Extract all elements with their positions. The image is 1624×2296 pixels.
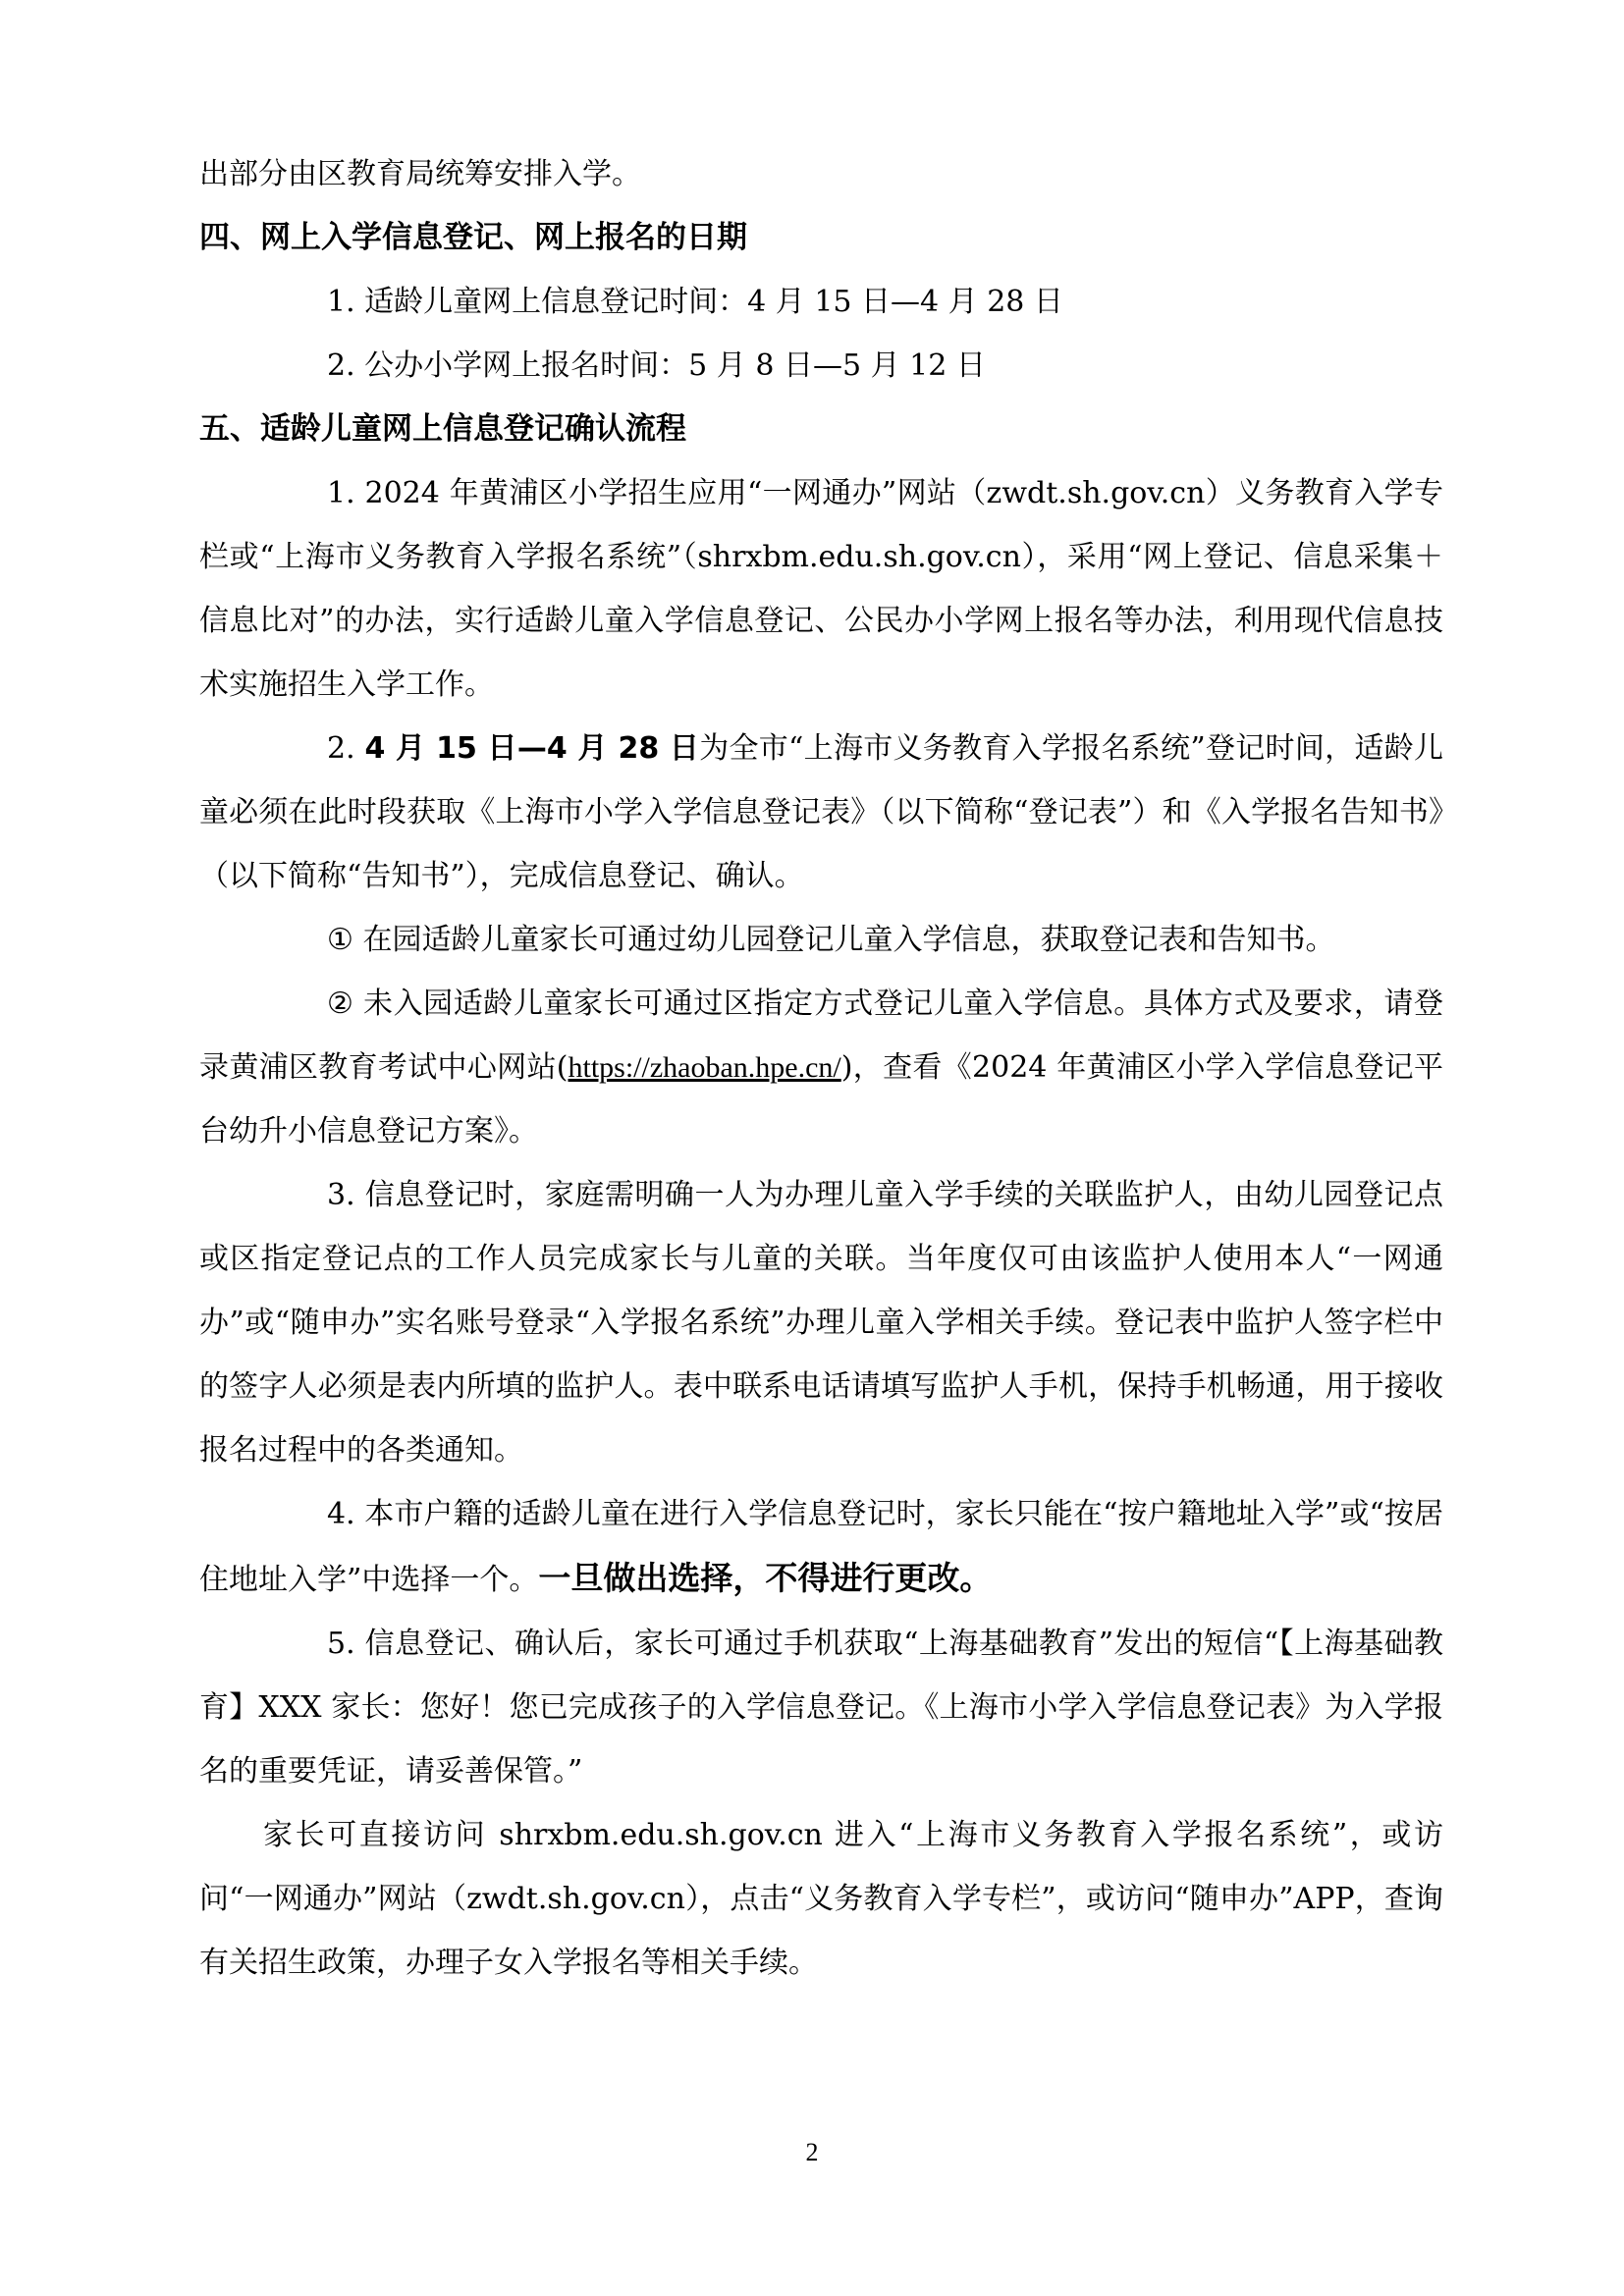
sub-item-marker: ② (327, 987, 353, 1021)
section-4-heading-text: 四、网上入学信息登记、网上报名的日期 (199, 220, 747, 255)
item-number: 1. (327, 476, 355, 510)
item-number: 3. (327, 1178, 355, 1212)
sub-item-text: 在园适龄儿童家长可通过幼儿园登记儿童入学信息，获取登记表和告知书。 (362, 923, 1335, 957)
item-text: 公办小学网上报名时间：5 月 8 日—5 月 12 日 (364, 348, 986, 383)
closing-paragraph (199, 1803, 1443, 1995)
registration-dates-bold: 4 月 15 日—4 月 28 日 (364, 731, 700, 766)
section-4-item-2 (199, 334, 1443, 398)
item-text: 信息登记时，家庭需明确一人为办理儿童入学手续的关联监护人，由幼儿园登记点或区指定登记点的工作人员完成家长与儿童的关联。当年度仅可由该监护人使用本人“一网通办”或“随申办”实名账号登录“入学报名系统”办理儿童入学相关手续。登记表中监护人签字栏中的签字人必须是表内所填的监护人。表中联系电话请填写监护人手机，保持手机畅通，用于接收报名过程中的各类通知。 (199, 1178, 1443, 1468)
item-text: 为全市“上海市义务教育入学报名系统”登记时间，适龄儿童必须在此时段获取《上海市小学入学信息登记表》（以下简称“登记表”）和《入学报名告知书》（以下简称“告知书”），完成信息登记、确认。 (199, 731, 1443, 893)
section-5-item-2 (199, 717, 1443, 908)
section-5-heading-text: 五、适龄儿童网上信息登记确认流程 (199, 411, 686, 447)
item-number: 4. (327, 1497, 355, 1531)
sub-item-text-before: 未入园适龄儿童家长可通过区指定方式登记儿童入学信息。具体方式及要求，请登录黄浦区教育考试中心网站( (199, 987, 1443, 1085)
document-body (199, 142, 1443, 1995)
zhaoban-website-link[interactable]: https://zhaoban.hpe.cn/ (568, 1051, 841, 1084)
sub-item-text-after: )，查看《2024 年黄浦区小学入学信息登记平台幼升小信息登记方案》。 (199, 1050, 1443, 1148)
section-5-item-3 (199, 1163, 1443, 1482)
item-number: 2. (327, 731, 355, 766)
item-text: 信息登记、确认后，家长可通过手机获取“上海基础教育”发出的短信“【上海基础教育】XXX 家长：您好！您已完成孩子的入学信息登记。《上海市小学入学信息登记表》为入学报名的重要凭证，请妥善保管。” (199, 1627, 1443, 1789)
item-text: 本市户籍的适龄儿童在进行入学信息登记时，家长只能在“按户籍地址入学”或“按居住地址入学”中选择一个。 (199, 1497, 1443, 1597)
section-5-item-4 (199, 1482, 1443, 1612)
section-4-item-1 (199, 270, 1443, 334)
section-4-heading (199, 206, 1443, 270)
section-5-item-1 (199, 461, 1443, 717)
item-text: 适龄儿童网上信息登记时间：4 月 15 日—4 月 28 日 (364, 285, 1063, 319)
lead-paragraph (199, 142, 1443, 206)
item-number: 5. (327, 1627, 355, 1661)
closing-text: 家长可直接访问 shrxbm.edu.sh.gov.cn 进入“上海市义务教育入学报名系统”，或访问“一网通办”网站（zwdt.sh.gov.cn），点击“义务教育入学专栏”，或访问“随申办”APP，查询有关招生政策，办理子女入学报名等相关手续。 (199, 1818, 1443, 1980)
section-5-item-5 (199, 1612, 1443, 1803)
no-change-emphasis: 一旦做出选择，不得进行更改。 (538, 1559, 993, 1597)
item-number: 1. (327, 285, 355, 319)
sub-item-marker: ① (327, 923, 353, 957)
lead-text: 出部分由区教育局统筹安排入学。 (199, 157, 641, 191)
item-text: 2024 年黄浦区小学招生应用“一网通办”网站（zwdt.sh.gov.cn）义务教育入学专栏或“上海市义务教育入学报名系统”（shrxbm.edu.sh.gov.cn），采用“网上登记、信息采集＋信息比对”的办法，实行适龄儿童入学信息登记、公民办小学网上报名等办法，利用现代信息技术实施招生入学工作。 (199, 476, 1444, 702)
section-5-heading (199, 398, 1443, 461)
item-number: 2. (327, 348, 355, 383)
section-5-sub-item-2 (199, 972, 1443, 1163)
section-5-sub-item-1 (199, 908, 1443, 972)
page-number: 2 (805, 2138, 819, 2166)
